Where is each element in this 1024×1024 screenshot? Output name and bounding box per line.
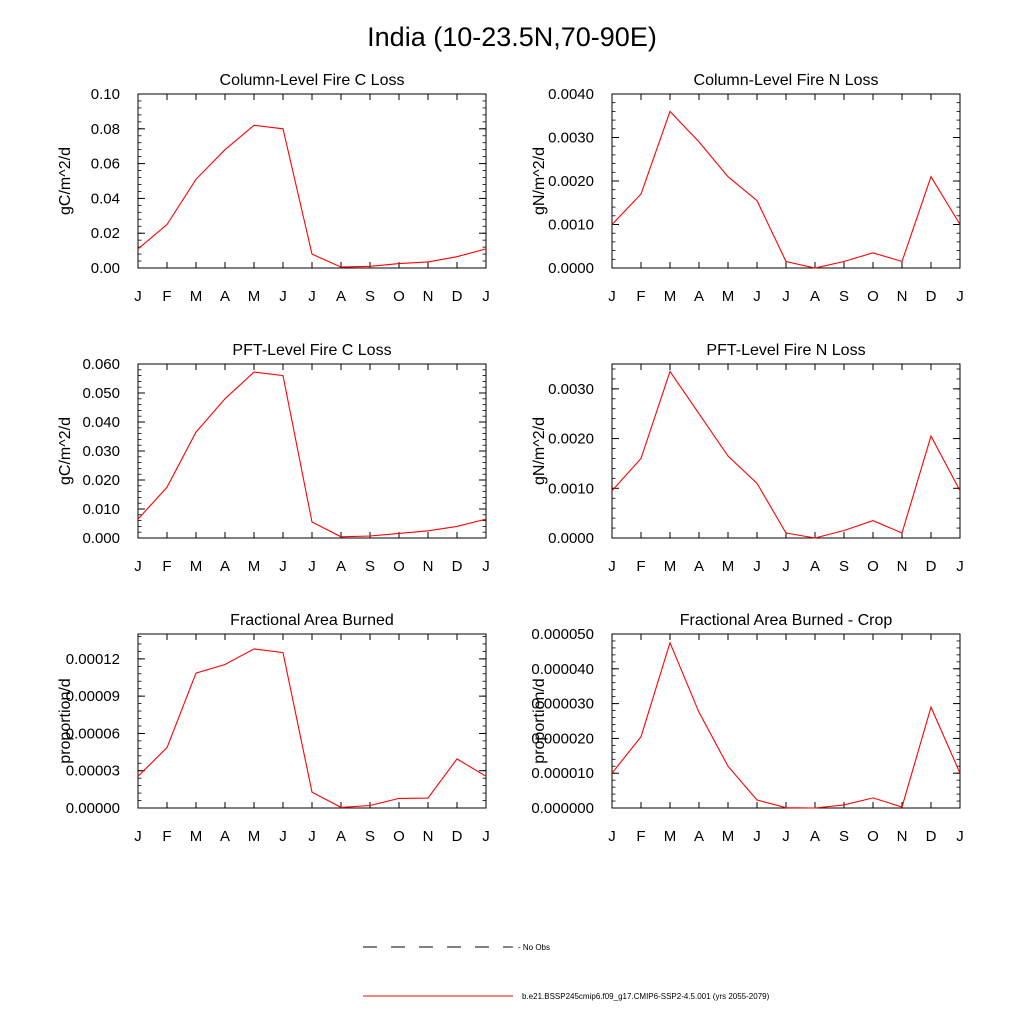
x-tick-label: M	[189, 288, 203, 305]
x-tick-label: O	[393, 558, 405, 575]
x-tick-label: F	[162, 558, 172, 575]
x-tick-label: J	[279, 558, 287, 575]
x-tick-label: J	[308, 558, 316, 575]
y-tick-label: 0.00009	[65, 688, 120, 706]
y-tick-label: 0.0030	[548, 129, 594, 147]
y-tick-label: 0.04	[90, 190, 120, 208]
x-tick-label: A	[219, 288, 231, 305]
x-tick-label: J	[782, 558, 790, 575]
panel-title: Column-Level Fire C Loss	[219, 72, 405, 89]
x-tick-label: J	[482, 558, 490, 575]
y-axis-label: proportion/d	[57, 678, 74, 764]
y-tick-label: 0.0030	[548, 380, 594, 398]
y-tick-label: 0.010	[82, 501, 120, 518]
y-tick-label: 0.0000	[548, 530, 594, 547]
y-tick-label: 0.000030	[531, 695, 594, 713]
y-axis-label: proportion/d	[531, 678, 548, 764]
x-tick-label: M	[721, 558, 735, 575]
panel-6	[531, 612, 964, 845]
x-tick-label: A	[693, 558, 705, 575]
x-tick-label: F	[636, 288, 646, 305]
x-tick-label: A	[809, 828, 821, 845]
y-tick-label: 0.000020	[531, 730, 594, 748]
x-tick-label: N	[422, 558, 434, 575]
x-tick-label: A	[335, 558, 347, 575]
x-tick-label: J	[308, 828, 316, 845]
panel-title: Column-Level Fire N Loss	[693, 72, 879, 89]
legend-label-model: b.e21.BSSP245cmip6.f09_g17.CMIP6-SSP2-4.5.001 (yrs 2055-2079)	[522, 992, 770, 1001]
x-tick-label: A	[809, 558, 821, 575]
x-tick-label: A	[335, 288, 347, 305]
y-tick-label: 0.0010	[548, 480, 594, 498]
panel-4	[531, 342, 964, 575]
x-tick-label: M	[663, 558, 677, 575]
x-tick-label: N	[896, 558, 908, 575]
x-tick-label: J	[134, 558, 142, 575]
y-tick-label: 0.02	[90, 225, 120, 243]
x-tick-label: J	[279, 828, 287, 845]
x-tick-label: J	[753, 558, 761, 575]
panel-title: Fractional Area Burned	[230, 612, 394, 629]
plot-frame	[138, 94, 486, 268]
x-tick-label: O	[393, 828, 405, 845]
x-tick-label: J	[782, 828, 790, 845]
x-tick-label: D	[451, 828, 463, 845]
x-tick-label: J	[608, 288, 616, 305]
x-tick-label: A	[335, 828, 347, 845]
y-tick-label: 0.050	[82, 385, 120, 402]
series-line	[612, 643, 960, 808]
x-tick-label: F	[162, 828, 172, 845]
x-tick-label: M	[721, 828, 735, 845]
series-line	[138, 125, 486, 267]
x-tick-label: A	[219, 558, 231, 575]
legend	[363, 943, 770, 1001]
x-tick-label: M	[189, 828, 203, 845]
y-tick-label: 0.020	[82, 472, 120, 489]
x-tick-label: J	[956, 828, 964, 845]
y-tick-label: 0.10	[90, 86, 120, 103]
y-tick-label: 0.0020	[548, 430, 594, 448]
y-tick-label: 0.060	[82, 356, 120, 373]
x-tick-label: J	[753, 828, 761, 845]
x-tick-label: A	[693, 288, 705, 305]
y-tick-label: 0.040	[82, 414, 120, 431]
series-line	[612, 111, 960, 268]
x-tick-label: S	[364, 828, 376, 845]
series-line	[138, 649, 486, 808]
x-tick-label: F	[636, 558, 646, 575]
x-tick-label: M	[663, 828, 677, 845]
plot-frame	[138, 634, 486, 808]
x-tick-label: D	[925, 288, 937, 305]
figure-title: India (10-23.5N,70-90E)	[367, 22, 657, 52]
x-tick-label: D	[451, 558, 463, 575]
y-tick-label: 0.0010	[548, 216, 594, 234]
x-tick-label: J	[134, 828, 142, 845]
x-tick-label: J	[956, 288, 964, 305]
x-tick-label: J	[753, 288, 761, 305]
y-tick-label: 0.0040	[548, 86, 594, 103]
panel-5	[57, 612, 490, 845]
panel-title: Fractional Area Burned - Crop	[679, 612, 893, 629]
y-tick-label: 0.030	[82, 443, 120, 460]
y-axis-label: gC/m^2/d	[57, 417, 74, 485]
x-tick-label: J	[956, 558, 964, 575]
y-tick-label: 0.00012	[65, 650, 120, 668]
y-tick-label: 0.06	[90, 155, 120, 173]
y-tick-label: 0.000000	[531, 800, 594, 817]
x-tick-label: M	[189, 558, 203, 575]
plot-frame	[612, 94, 960, 268]
x-tick-label: M	[247, 558, 261, 575]
x-tick-label: S	[838, 558, 850, 575]
x-tick-label: J	[482, 828, 490, 845]
x-tick-label: J	[482, 288, 490, 305]
panel-1	[57, 72, 490, 305]
x-tick-label: S	[838, 828, 850, 845]
plot-frame	[138, 364, 486, 538]
panel-3	[57, 342, 490, 575]
x-tick-label: J	[782, 288, 790, 305]
x-tick-label: O	[867, 558, 879, 575]
x-tick-label: F	[162, 288, 172, 305]
series-line	[612, 372, 960, 539]
panel-title: PFT-Level Fire N Loss	[706, 342, 866, 359]
y-axis-label: gC/m^2/d	[57, 147, 74, 215]
x-tick-label: O	[393, 288, 405, 305]
y-tick-label: 0.0000	[548, 260, 594, 277]
y-tick-label: 0.0020	[548, 173, 594, 190]
x-tick-label: J	[134, 288, 142, 305]
x-tick-label: M	[247, 288, 261, 305]
x-tick-label: M	[663, 288, 677, 305]
series-line	[138, 372, 486, 537]
x-tick-label: J	[608, 558, 616, 575]
x-tick-label: A	[219, 828, 231, 845]
x-tick-label: A	[693, 828, 705, 845]
y-tick-label: 0.000050	[531, 626, 594, 643]
y-tick-label: 0.08	[90, 120, 120, 138]
x-tick-label: N	[896, 828, 908, 845]
panel-title: PFT-Level Fire C Loss	[232, 342, 392, 359]
y-tick-label: 0.00003	[65, 762, 120, 780]
y-tick-label: 0.000	[82, 530, 120, 547]
x-tick-label: J	[608, 828, 616, 845]
y-tick-label: 0.00006	[65, 725, 120, 743]
y-tick-label: 0.00000	[65, 800, 120, 817]
y-axis-label: gN/m^2/d	[531, 147, 548, 215]
x-tick-label: D	[451, 288, 463, 305]
legend-label-no-obs: - No Obs	[518, 943, 551, 952]
x-tick-label: S	[364, 558, 376, 575]
y-tick-label: 0.000010	[531, 765, 594, 783]
x-tick-label: J	[308, 288, 316, 305]
x-tick-label: N	[422, 288, 434, 305]
y-tick-label: 0.00	[90, 260, 120, 277]
x-tick-label: O	[867, 288, 879, 305]
x-tick-label: D	[925, 558, 937, 575]
y-axis-label: gN/m^2/d	[531, 417, 548, 485]
x-tick-label: N	[896, 288, 908, 305]
y-tick-label: 0.000040	[531, 660, 594, 678]
x-tick-label: A	[809, 288, 821, 305]
x-tick-label: S	[838, 288, 850, 305]
x-tick-label: O	[867, 828, 879, 845]
x-tick-label: J	[279, 288, 287, 305]
x-tick-label: S	[364, 288, 376, 305]
panel-2	[531, 72, 964, 305]
x-tick-label: M	[247, 828, 261, 845]
x-tick-label: D	[925, 828, 937, 845]
x-tick-label: N	[422, 828, 434, 845]
x-tick-label: F	[636, 828, 646, 845]
x-tick-label: M	[721, 288, 735, 305]
